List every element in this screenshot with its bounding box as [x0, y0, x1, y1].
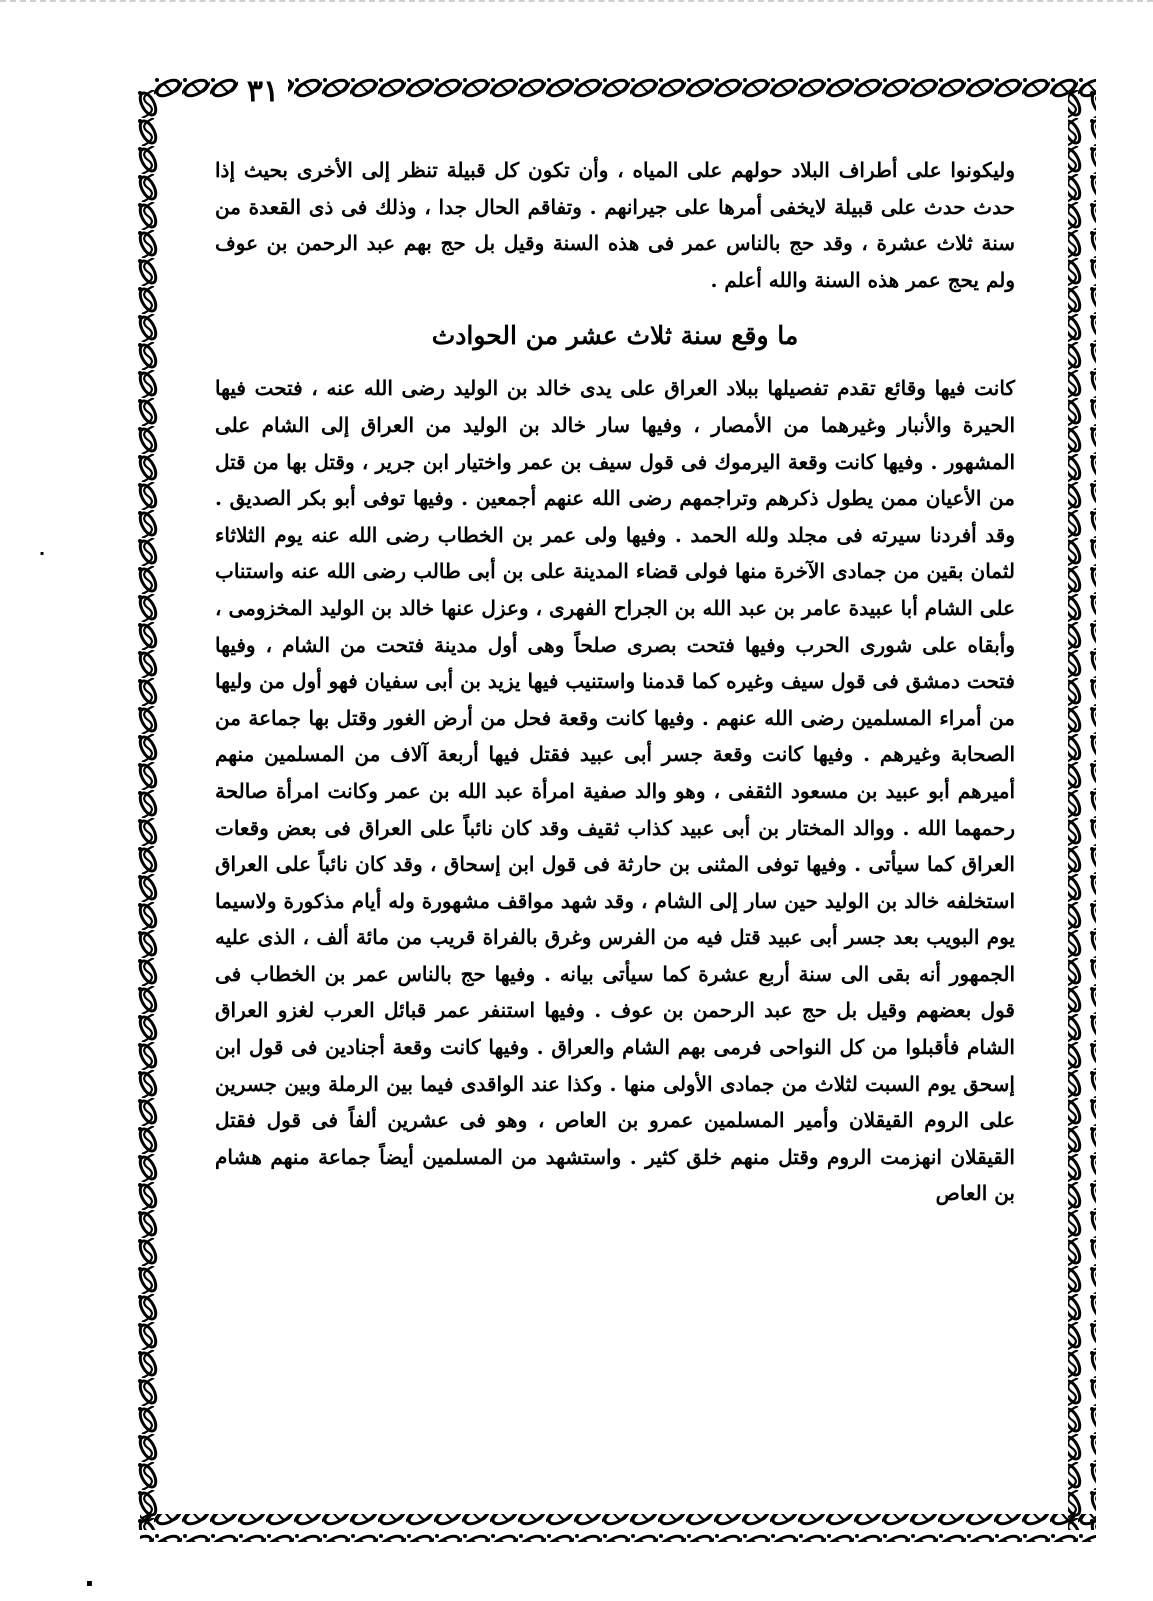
section-heading: ما وقع سنة ثلاث عشر من الحوادث	[431, 321, 799, 351]
body-paragraph: كانت فيها وقائع تقدم تفصيلها ببلاد العراق على يدى خالد بن الوليد رضى الله عنه ، فتحت فيها الحيرة والأنبار وغيرهما من الأمصار ، وفيها سار خالد بن الوليد من العراق إلى الشام على المشهور . وفيها كانت وقعة اليرموك فى قول سيف بن عمر واختيار ابن جرير ، وقتل بها من قتل من الأعيان ممن يطول ذكرهم وتراجمهم رضى الله عنهم أجمعين . وفيها توفى أبو بكر الصديق . وقد أفردنا سيرته فى مجلد ولله الحمد . وفيها ولى عمر بن الخطاب رضى الله عنه يوم الثلاثاء لثمان بقين من جمادى الآخرة منها فولى قضاء المدينة على بن أبى طالب رضى الله عنه واستناب على الشام أبا عبيدة عامر بن عبد الله بن الجراح الفهرى ، وعزل عنها خالد بن الوليد المخزومى ، وأبقاه على شورى الحرب وفيها فتحت بصرى صلحاً وهى أول مدينة فتحت من الشام ، وفيها فتحت دمشق فى قول سيف وغيره كما قدمنا واستنيب فيها يزيد بن أبى سفيان فهو أول من وليها من أمراء المسلمين رضى الله عنهم . وفيها كانت وقعة فحل من أرض الغور وقتل بها جماعة من الصحابة وغيرهم . وفيها كانت وقعة جسر أبى عبيد فقتل فيها أربعة آلاف من المسلمين منهم أميرهم أبو عبيد بن مسعود الثقفى ، وهو والد صفية امرأة عبد الله بن عمر وكانت امرأة صالحة رحمهما الله . ووالد المختار بن أبى عبيد كذاب ثقيف وقد كان نائباً على العراق فى بعض وقعات العراق كما سيأتى . وفيها توفى المثنى بن حارثة فى قول ابن إسحاق ، وقد كان نائباً على العراق استخلفه خالد بن الوليد حين سار إلى الشام ، وقد شهد مواقف مشهورة وله أيام مذكورة ولاسيما يوم البويب بعد جسر أبى عبيد قتل فيه من الفرس وغرق بالفراة قريب من مائة ألف ، الذى عليه الجمهور أنه بقى الى سنة أربع عشرة كما سيأتى بيانه . وفيها حج بالناس عمر بن الخطاب فى قول بعضهم وقيل بل حج عبد الرحمن بن عوف . وفيها استنفر عمر قبائل العرب لغزو العراق الشام فأقبلوا من كل النواحى فرمى بهم الشام والعراق . وفيها كانت وقعة أجنادين فى قول ابن إسحق يوم السبت لثلاث من جمادى الأولى منها . وكذا عند الواقدى فيما بين الرملة وبين جسرين على الروم القيقلان وأمير المسلمين عمرو بن العاص ، وهو فى عشرين ألفاً فى قول فقتل القيقلان انهزمت الروم وقتل منهم خلق كثير . واستشهد من المسلمين أيضاً جماعة منهم هشام بن العاص	[214, 376, 1016, 1206]
border-top	[154, 74, 1096, 102]
border-right	[1068, 90, 1096, 1530]
page-content	[215, 152, 1015, 1552]
body-paragraph-block	[215, 370, 1015, 1212]
page-number: ٣١	[238, 70, 288, 114]
scan-speck: ▪	[86, 1578, 93, 1589]
intro-paragraph-block	[215, 152, 1015, 298]
intro-paragraph: وليكونوا على أطراف البلاد حولهم على المياه ، وأن تكون كل قبيلة تنظر إلى الأخرى بحيث إذا حدث حدث على قبيلة لايخفى أمرها على جيرانهم . وتفاقم الحال جدا ، وذلك فى ذى القعدة من سنة ثلاث عشرة ، وقد حج بالناس عمر فى هذه السنة وقيل بل حج بهم عبد الرحمن بن عوف ولم يحج عمر هذه السنة والله أعلم .	[215, 158, 1015, 292]
scan-speck: ▪	[40, 550, 45, 557]
border-left	[134, 90, 162, 1530]
